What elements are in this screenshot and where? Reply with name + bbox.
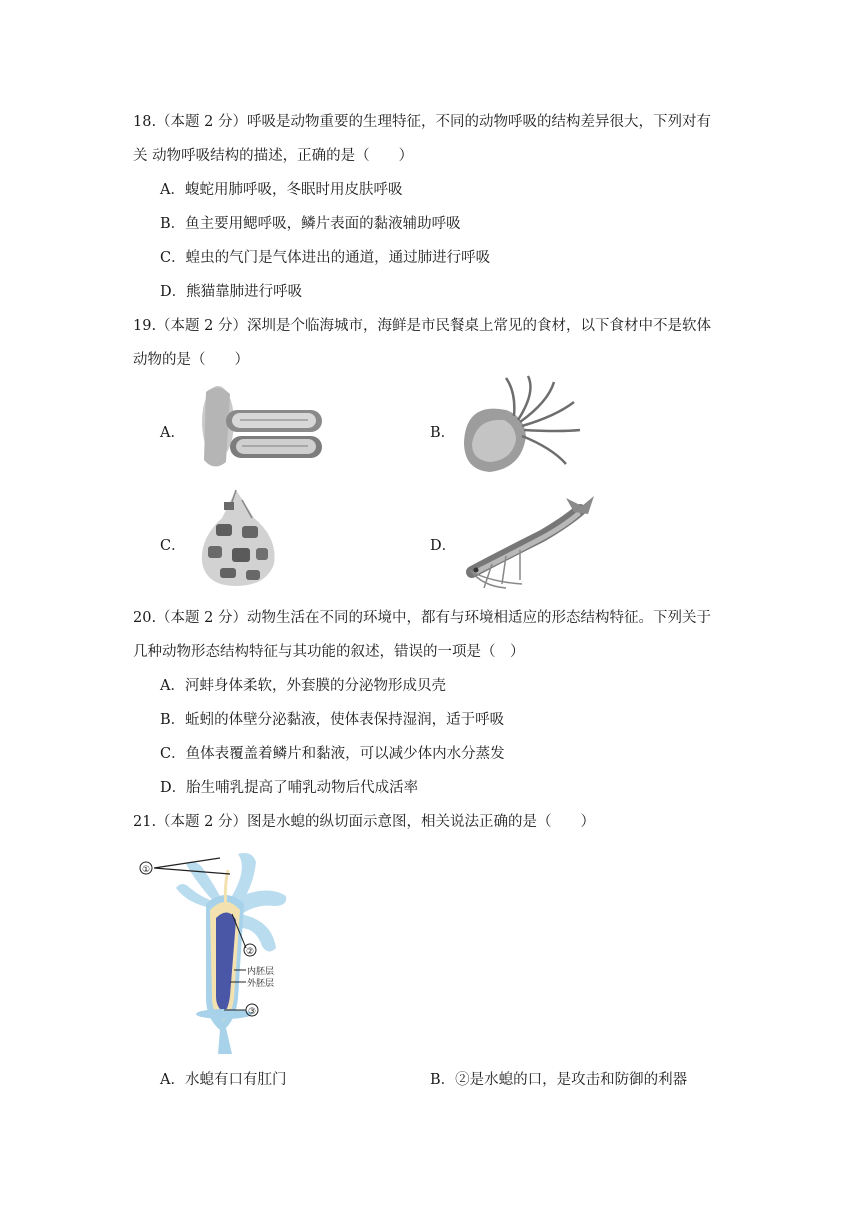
question-18-line2: 关 动物呼吸结构的描述，正确的是（ ） [133, 148, 414, 164]
question-19-line1: 19.（本题 2 分）深圳是个临海城市，海鲜是市民餐桌上常见的食材，以下食材中不是软体 [133, 318, 711, 334]
diagram-label-3: ③ [247, 1007, 257, 1017]
question-19-label-b: B． [430, 425, 456, 441]
question-20-option-b: B．蚯蚓的体壁分泌黏液，使体表保持湿润，适于呼吸 [160, 712, 505, 728]
question-18-line1: 18.（本题 2 分）呼吸是动物重要的生理特征，不同的动物呼吸的结构差异很大，下列对有 [133, 114, 711, 130]
question-18-option-d: D．熊猫靠肺进行呼吸 [160, 284, 303, 300]
shrimp-image [462, 492, 600, 590]
diagram-label-ectoderm: 外胚层 [247, 979, 275, 989]
question-18-option-b: B．鱼主要用鳃呼吸，鳞片表面的黏液辅助呼吸 [160, 216, 461, 232]
question-20-line2: 几种动物形态结构特征与其功能的叙述，错误的一项是（ ） [133, 644, 525, 660]
question-20-line1: 20.（本题 2 分）动物生活在不同的环境中，都有与环境相适应的形态结构特征。下列关于 [133, 610, 711, 626]
diagram-label-1: ① [141, 865, 151, 875]
hydra-section-diagram [136, 848, 296, 1060]
spotted-snail-image [196, 488, 282, 590]
razor-clam-image [196, 382, 332, 474]
question-21-line1: 21.（本题 2 分）图是水螅的纵切面示意图，相关说法正确的是（ ） [133, 814, 596, 830]
diagram-label-2: ② [245, 947, 255, 957]
question-20-option-c: C．鱼体表覆盖着鳞片和黏液，可以减少体内水分蒸发 [160, 746, 505, 762]
cuttlefish-image [456, 372, 584, 476]
question-18-option-c: C．蝗虫的气门是气体进出的通道，通过肺进行呼吸 [160, 250, 491, 266]
question-19-label-d: D． [430, 538, 457, 554]
question-20-option-a: A．河蚌身体柔软，外套膜的分泌物形成贝壳 [160, 678, 446, 694]
diagram-label-endoderm: 内胚层 [247, 967, 275, 977]
question-19-label-a: A． [160, 425, 185, 441]
question-21-option-a: A．水螅有口有肛门 [160, 1072, 287, 1088]
question-20-option-d: D．胎生哺乳提高了哺乳动物后代成活率 [160, 780, 419, 796]
question-21-option-b: B．②是水螅的口，是攻击和防御的利器 [430, 1072, 688, 1088]
question-18-option-a: A．蝮蛇用肺呼吸，冬眠时用皮肤呼吸 [160, 182, 403, 198]
question-19-label-c: C． [160, 538, 186, 554]
question-19-line2: 动物的是（ ） [133, 352, 249, 368]
